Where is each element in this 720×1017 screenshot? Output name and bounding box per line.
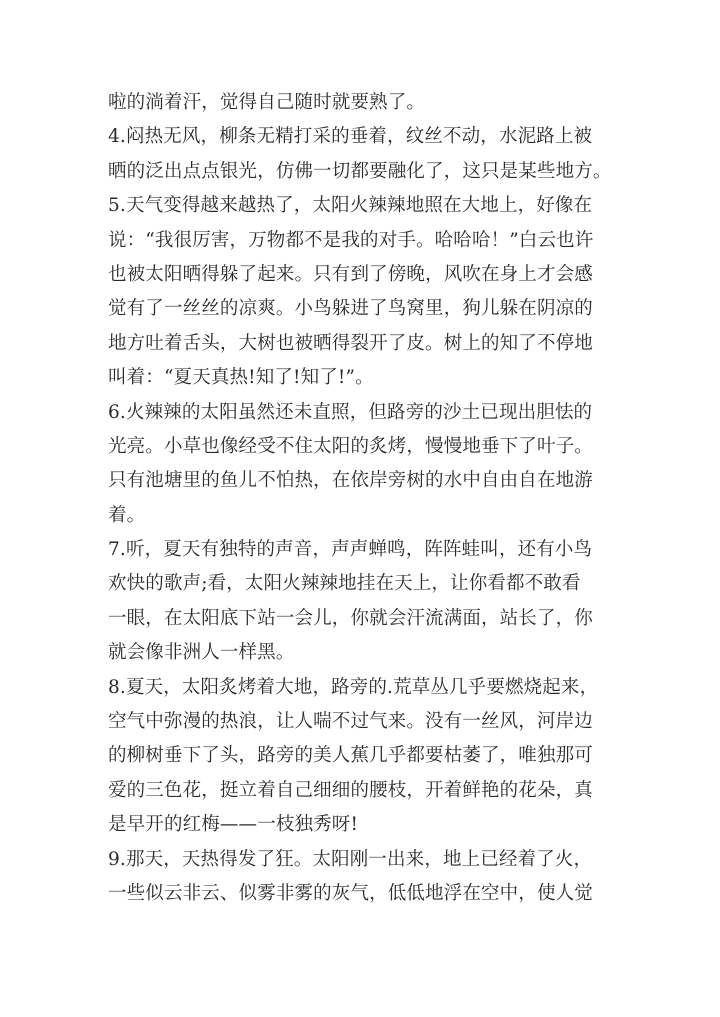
text-line: 是早开的红梅——一枝独秀呀! — [108, 814, 359, 836]
text-line: 也被太阳晒得躲了起来。只有到了傍晚，风吹在身上才会感 — [108, 263, 593, 285]
text-line: 4.闷热无风，柳条无精打采的垂着，纹丝不动，水泥路上被 — [108, 126, 593, 148]
text-line: 欢快的歌声;看，太阳火辣辣地挂在天上，让你看都不敢看 — [108, 573, 581, 595]
text-line: 9.那天，天热得发了狂。太阳刚一出来，地上已经着了火， — [108, 848, 593, 870]
text-line: 一眼，在太阳底下站一会儿，你就会汗流满面，站长了，你 — [108, 607, 593, 629]
body-text — [108, 86, 618, 911]
text-line: 只有池塘里的鱼儿不怕热，在依岸旁树的水中自由自在地游 — [108, 470, 593, 492]
text-line: 着。 — [108, 504, 146, 526]
text-line: 的柳树垂下了头，路旁的美人蕉几乎都要枯萎了，唯独那可 — [108, 745, 593, 767]
text-line: 叫着：“夏天真热!知了!知了!”。 — [108, 367, 374, 389]
text-line: 地方吐着舌头，大树也被晒得裂开了皮。树上的知了不停地 — [108, 332, 593, 354]
text-line: 8.夏天，太阳炙烤着大地，路旁的.荒草丛几乎要燃烧起来， — [108, 676, 599, 698]
text-line: 光亮。小草也像经受不住太阳的炙烤，慢慢地垂下了叶子。 — [108, 435, 593, 457]
text-line: 觉有了一丝丝的凉爽。小鸟躲进了鸟窝里，狗儿躲在阴凉的 — [108, 298, 593, 320]
text-line: 就会像非洲人一样黑。 — [108, 642, 295, 664]
text-line: 说：“我很厉害，万物都不是我的对手。哈哈哈！”白云也许 — [108, 229, 594, 251]
text-line: 啦的淌着汗，觉得自己随时就要熟了。 — [108, 92, 426, 113]
text-line: 一些似云非云、似雾非雾的灰气，低低地浮在空中，使人觉 — [108, 882, 593, 904]
text-line: 空气中弥漫的热浪，让人喘不过气来。没有一丝风，河岸边 — [108, 711, 593, 733]
text-line: 晒的泛出点点银光，仿佛一切都要融化了，这只是某些地方。 — [108, 160, 612, 182]
text-line: 6.火辣辣的太阳虽然还未直照，但路旁的沙土已现出胆怯的 — [108, 401, 593, 423]
text-line: 5.天气变得越来越热了，太阳火辣辣地照在大地上，好像在 — [108, 195, 593, 217]
text-line: 爱的三色花，挺立着自己细细的腰枝，开着鲜艳的花朵，真 — [108, 779, 593, 801]
text-line: 7.听，夏天有独特的声音，声声蝉鸣，阵阵蛙叫，还有小鸟 — [108, 539, 593, 561]
